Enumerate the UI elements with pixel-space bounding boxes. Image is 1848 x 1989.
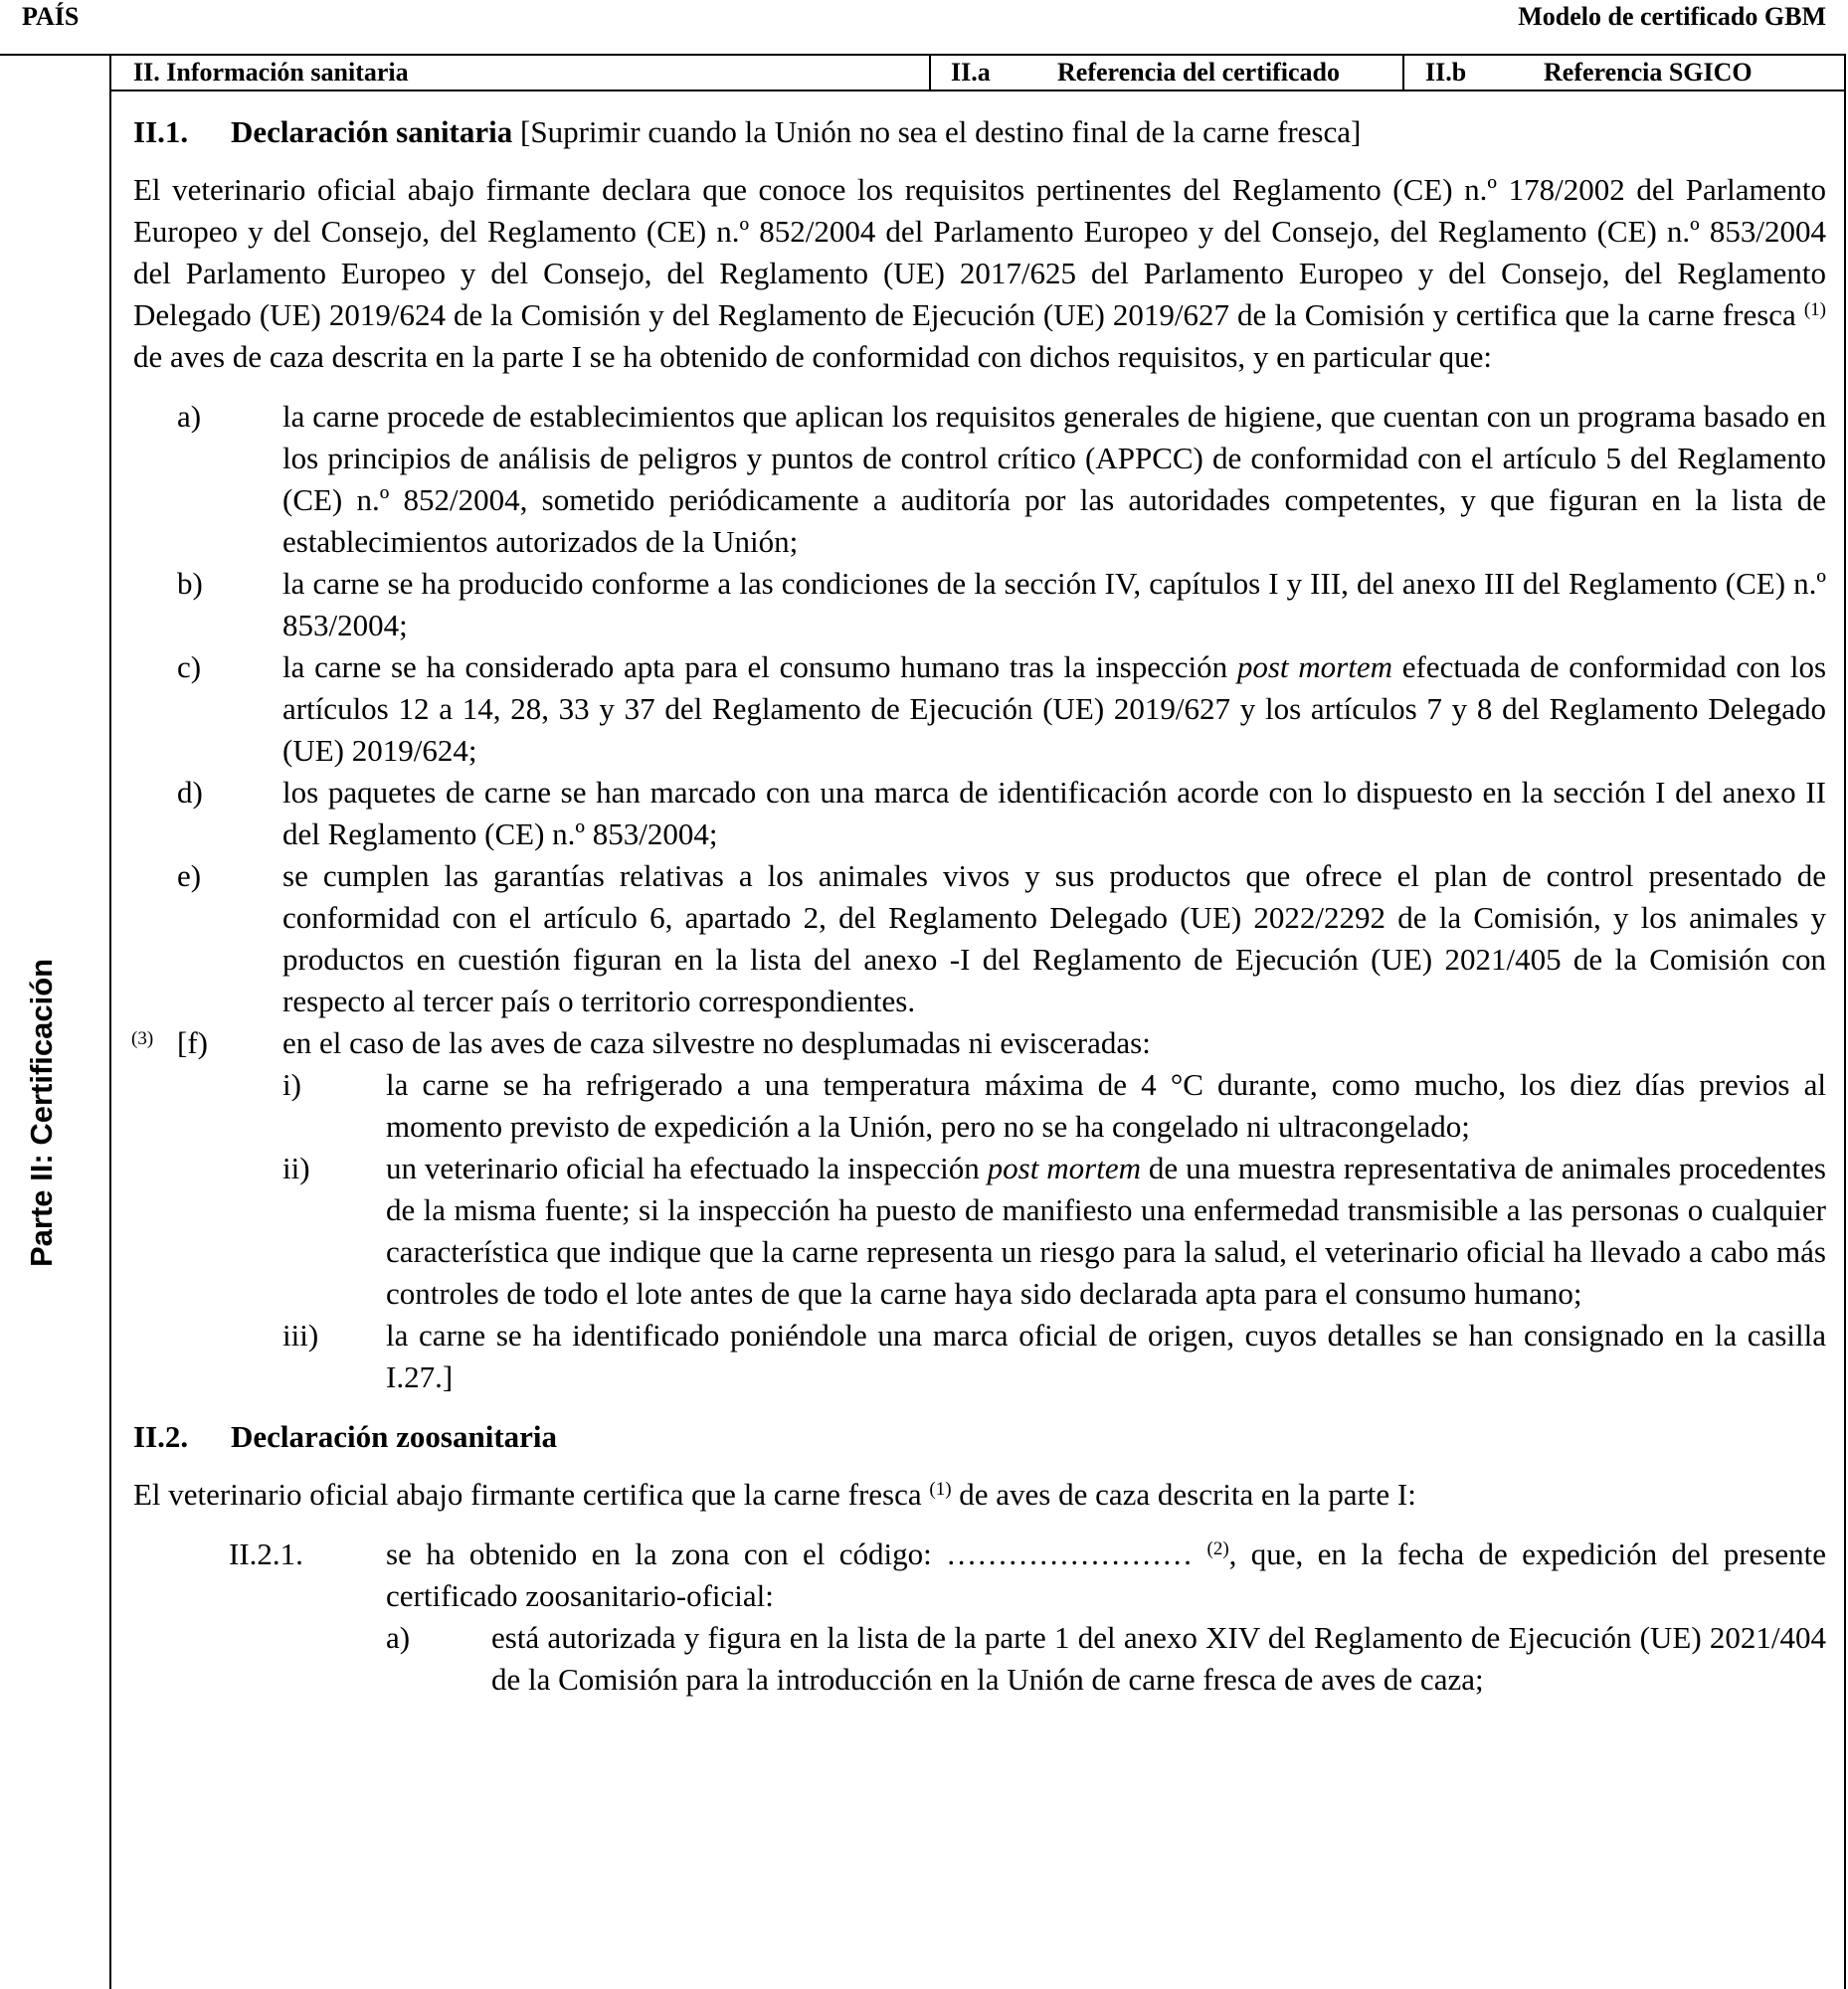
footnote-ref: (3) xyxy=(131,1028,154,1049)
section-title: Declaración sanitaria xyxy=(231,114,513,149)
sub-list-item xyxy=(133,1617,1826,1701)
item-text: está autorizada y figura en la lista de la parte 1 del anexo XIV del Reglamento de Ejecución (UE) 2021/404 de la Comisión para la introducción en la Unión de carne fresca de aves de caza; xyxy=(491,1620,1826,1697)
list-item xyxy=(133,1534,1826,1617)
item-label: iii) xyxy=(282,1318,319,1353)
intro-text: El veterinario oficial abajo firmante certifica que la carne fresca xyxy=(133,1477,930,1512)
country-label: PAÍS xyxy=(22,2,80,31)
iia-label: II.a xyxy=(951,58,991,87)
table-header-row xyxy=(111,56,1846,91)
section-number: II.1. xyxy=(133,114,189,149)
item-text: la carne se ha refrigerado a una temperatura máxima de 4 °C durante, como mucho, los diez días previos al momento previsto de expedición a la Unión, pero no se ha congelado ni ultracongelado; xyxy=(386,1067,1826,1144)
certificate-content xyxy=(133,111,1826,1701)
item-text: la carne se ha considerado apta para el consumo humano tras la inspección post mortem efectuada de conformidad con los artículos 12 a 14, 28, 33 y 37 del Reglamento de Ejecución (UE) 2019/627 y los artículos 7 y 8 del Reglamento Delegado (UE) 2019/624; xyxy=(282,649,1827,768)
list-item xyxy=(133,772,1826,855)
item-label: a) xyxy=(177,399,202,434)
list-item xyxy=(133,563,1826,646)
footnote-ref: (1) xyxy=(929,1479,952,1500)
item-text: la carne procede de establecimientos que aplican los requisitos generales de higiene, que cuentan con un programa basado en los principios de análisis de peligros y puntos de control crítico (APPCC) de conformidad con el artículo 5 del Reglamento (CE) n.º 852/2004, sometido periódicamente a auditoría por las autoridades competentes, y que figuran en la lista de establecimientos autorizados de la Unión; xyxy=(282,399,1826,559)
footnote-ref: (1) xyxy=(1803,299,1826,320)
intro-text: El veterinario oficial abajo firmante declara que conoce los requisitos pertinentes del Reglamento (CE) n.º 178/2002 del Parlamento Europeo y del Consejo, del Reglamento (CE) n.º 852/2004 del Parlamento Europeo y del Consejo, del Reglamento (CE) n.º 853/2004 del Parlamento Europeo y del Consejo, del Reglamento (UE) 2017/625 del Parlamento Europeo y del Consejo, del Reglamento Delegado (UE) 2019/624 de la Comisión y del Reglamento de Ejecución (UE) 2019/627 de la Comisión y certifica que la carne fresca xyxy=(133,172,1826,332)
section-heading xyxy=(133,1416,1826,1458)
iib-label: II.b xyxy=(1425,58,1467,87)
item-text: la carne se ha producido conforme a las condiciones de la sección IV, capítulos I y III, del anexo III del Reglamento (CE) n.º 853/2004; xyxy=(282,566,1826,642)
section-note: [Suprimir cuando la Unión no sea el destino final de la carne fresca] xyxy=(520,114,1362,149)
item-text: en el caso de las aves de caza silvestre no desplumadas ni evisceradas: xyxy=(282,1025,1151,1060)
item-label: b) xyxy=(177,566,203,601)
item-text: un veterinario oficial ha efectuado la inspección post mortem de una muestra representativa de animales procedentes de la misma fuente; si la inspección ha puesto de manifiesto una enfermedad transmisible a las personas o cualquier característica que indique que la carne representa un riesgo para la salud, el veterinario oficial ha llevado a cabo más controles de todo el lote antes de que la carne haya sido declarada apta para el consumo humano; xyxy=(386,1151,1826,1311)
sub-list-item xyxy=(133,1064,1826,1148)
certificate-reference-label: Referencia del certificado xyxy=(1057,58,1340,87)
divider xyxy=(929,56,931,90)
list-item xyxy=(133,646,1826,772)
section-intro xyxy=(133,1474,1826,1516)
list-item xyxy=(133,396,1826,563)
section-number: II.2. xyxy=(133,1419,189,1454)
side-column xyxy=(0,54,111,1989)
item-label: i) xyxy=(282,1067,301,1102)
item-text: la carne se ha identificado poniéndole una marca oficial de origen, cuyos detalles se han consignado en la casilla I.27.] xyxy=(386,1318,1826,1394)
certificate-model-label: Modelo de certificado GBM xyxy=(1518,2,1826,31)
section-heading xyxy=(133,111,1826,153)
health-info-title: II. Información sanitaria xyxy=(133,58,409,87)
divider xyxy=(1402,56,1404,90)
item-label: ii) xyxy=(282,1151,310,1185)
list-item xyxy=(133,1022,1826,1064)
item-text: los paquetes de carne se han marcado con una marca de identificación acorde con lo dispuesto en la sección I del anexo II del Reglamento (CE) n.º 853/2004; xyxy=(282,775,1826,851)
page-header xyxy=(0,0,1848,55)
list-item xyxy=(133,855,1826,1022)
footnote-ref: (2) xyxy=(1206,1538,1229,1559)
section-intro xyxy=(133,169,1826,378)
item-label: [f) xyxy=(177,1025,208,1060)
item-text: se cumplen las garantías relativas a los animales vivos y sus productos que ofrece el plan de control presentado de conformidad con el artículo 6, apartado 2, del Reglamento Delegado (UE) 2022/2292 de la Comisión, y los animales y productos en cuestión figuran en la lista del anexo -I del Reglamento de Ejecución (UE) 2021/405 de la Comisión con respecto al tercer país o territorio correspondientes. xyxy=(282,858,1826,1018)
sgico-reference-label: Referencia SGICO xyxy=(1544,58,1753,87)
sub-list-item xyxy=(133,1148,1826,1315)
intro-text: de aves de caza descrita en la parte I: xyxy=(951,1477,1416,1512)
item-label: c) xyxy=(177,649,202,684)
side-label: Parte II: Certificación xyxy=(24,958,59,1267)
item-label: a) xyxy=(386,1620,411,1655)
item-text: se ha obtenido en la zona con el código: …………………… $^{(2)}$, que, en la fecha de expedición del presente certificado zoosanitario-oficial: xyxy=(386,1537,1826,1613)
item-label: e) xyxy=(177,858,202,893)
section-title: Declaración zoosanitaria xyxy=(231,1419,558,1454)
intro-text: de aves de caza descrita en la parte I se ha obtenido de conformidad con dichos requisitos, y en particular que: xyxy=(133,339,1493,374)
sub-list-item xyxy=(133,1315,1826,1398)
item-label: II.2.1. xyxy=(229,1537,303,1571)
item-label: d) xyxy=(177,775,203,810)
